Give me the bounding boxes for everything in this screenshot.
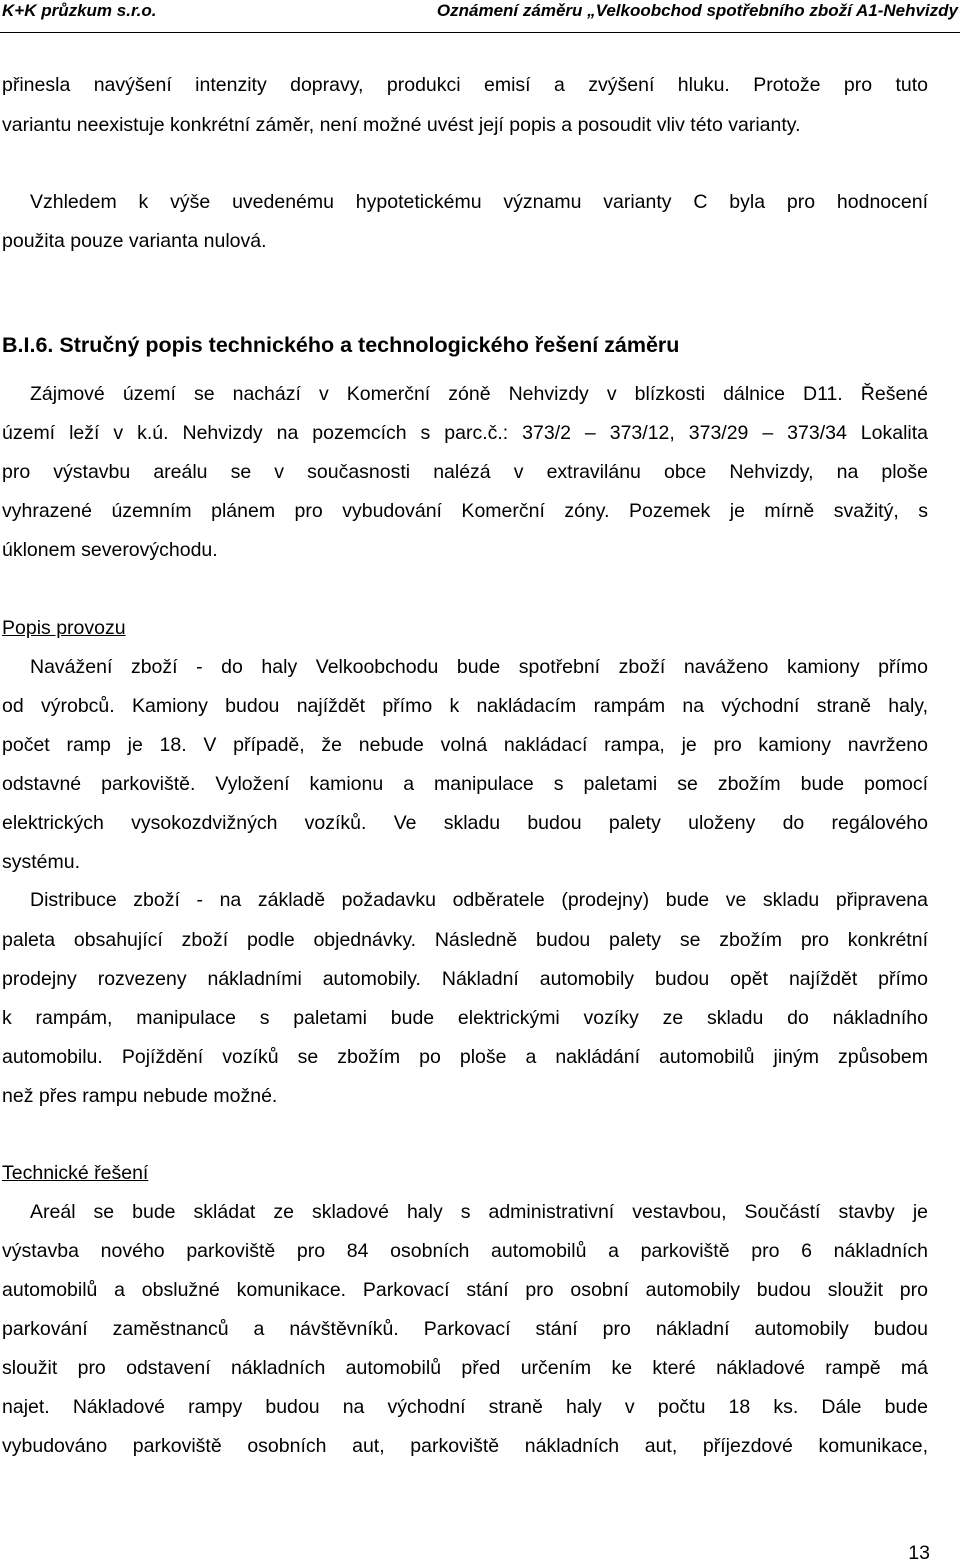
- technical-line: vybudováno parkoviště osobních aut, parkoviště nákladních aut, příjezdové komunikace,: [2, 1435, 928, 1457]
- variant-note-line: Vzhledem k výše uvedenému hypotetickému významu varianty C byla pro hodnocení: [30, 191, 928, 213]
- intro-line: přinesla navýšení intenzity dopravy, produkci emisí a zvýšení hluku. Protože pro tuto: [2, 74, 928, 96]
- header-company: K+K průzkum s.r.o.: [2, 1, 157, 20]
- operation-line: odstavné parkoviště. Vyložení kamionu a manipulace s paletami se zbožím bude pomocí: [2, 773, 928, 795]
- technical-line: parkování zaměstnanců a návštěvníků. Parkovací stání pro nákladní automobily budou: [2, 1318, 928, 1340]
- header-document-title: Oznámení záměru „Velkoobchod spotřebního zboží A1-Nehvizdy: [436, 1, 958, 20]
- intro-line: variantu neexistuje konkrétní záměr, není možné uvést její popis a posoudit vliv této varianty.: [2, 114, 801, 136]
- operation-line: Navážení zboží - do haly Velkoobchodu bude spotřební zboží naváženo kamiony přímo: [30, 656, 928, 678]
- operation-line: od výrobců. Kamiony budou najíždět přímo k nakládacím rampám na východní straně haly,: [2, 695, 928, 717]
- technical-line: Areál se bude skládat ze skladové haly s administrativní vestavbou, Součástí stavby je: [30, 1201, 928, 1223]
- operation-line: automobilu. Pojíždění vozíků se zbožím po ploše a nakládání automobilů jiným způsobem: [2, 1046, 928, 1068]
- section-heading: B.I.6. Stručný popis technického a technologického řešení záměru: [2, 333, 680, 357]
- page-header: [0, 0, 960, 33]
- technical-line: automobilů a obslužné komunikace. Parkovací stání pro osobní automobily budou sloužit pro: [2, 1279, 928, 1301]
- section-line: území leží v k.ú. Nehvizdy na pozemcích s parc.č.: 373/2 – 373/12, 373/29 – 373/34 Lokalita: [2, 422, 928, 444]
- technical-line: sloužit pro odstavení nákladních automobilů před určením ke které nákladové rampě má: [2, 1357, 928, 1379]
- operation-heading: Popis provozu: [2, 617, 126, 639]
- section-line: Zájmové území se nachází v Komerční zóně Nehvizdy v blízkosti dálnice D11. Řešené: [30, 383, 928, 405]
- operation-line: k rampám, manipulace s paletami bude elektrickými vozíky ze skladu do nákladního: [2, 1007, 928, 1029]
- operation-line: elektrických vysokozdvižných vozíků. Ve skladu budou palety uloženy do regálového: [2, 812, 928, 834]
- section-line: pro výstavbu areálu se v současnosti nalézá v extravilánu obce Nehvizdy, na ploše: [2, 461, 928, 483]
- operation-line: systému.: [2, 851, 81, 873]
- section-line: úklonem severovýchodu.: [2, 539, 218, 561]
- technical-line: najet. Nákladové rampy budou na východní straně haly v počtu 18 ks. Dále bude: [2, 1396, 928, 1418]
- technical-line: výstavba nového parkoviště pro 84 osobních automobilů a parkoviště pro 6 nákladních: [2, 1240, 928, 1262]
- technical-heading: Technické řešení: [2, 1162, 149, 1184]
- operation-line: počet ramp je 18. V případě, že nebude volná nakládací rampa, je pro kamiony navrženo: [2, 734, 928, 756]
- variant-note-line: použita pouze varianta nulová.: [2, 230, 267, 252]
- operation-line: než přes rampu nebude možné.: [2, 1085, 278, 1107]
- page-number: 13: [908, 1542, 930, 1564]
- section-line: vyhrazené územním plánem pro vybudování Komerční zóny. Pozemek je mírně svažitý, s: [2, 500, 928, 522]
- operation-line: Distribuce zboží - na základě požadavku odběratele (prodejny) bude ve skladu připravena: [30, 889, 928, 911]
- operation-line: prodejny rozvezeny nákladními automobily. Nákladní automobily budou opět najíždět přímo: [2, 968, 928, 990]
- operation-line: paleta obsahující zboží podle objednávky. Následně budou palety se zbožím pro konkrétní: [2, 929, 928, 951]
